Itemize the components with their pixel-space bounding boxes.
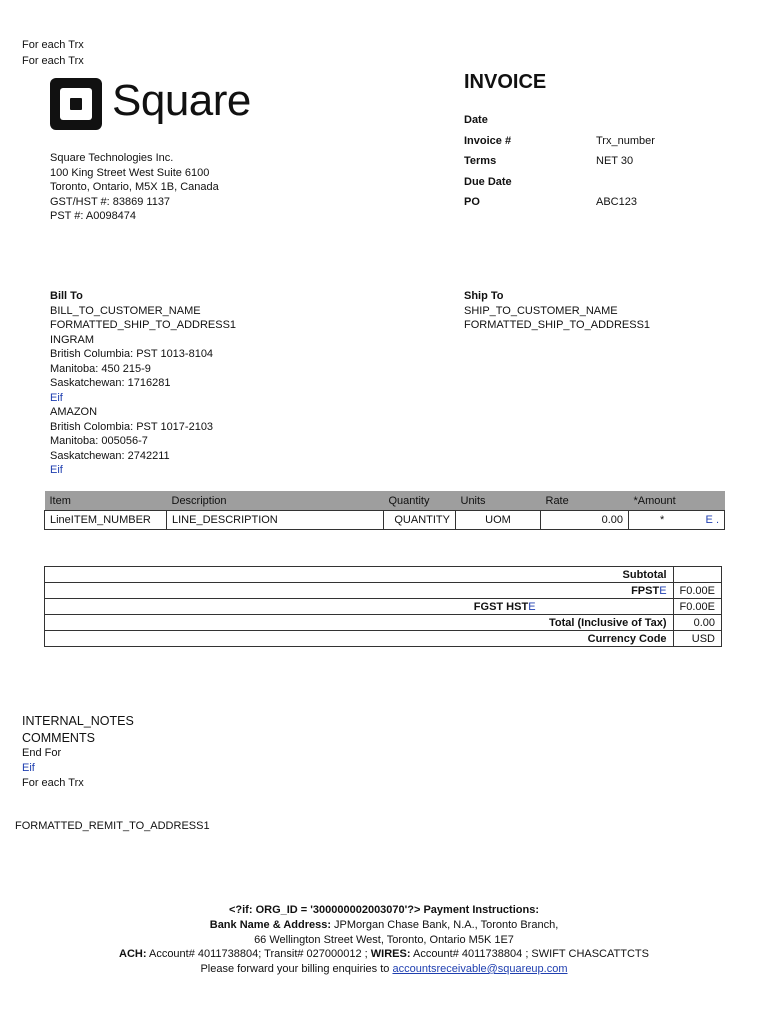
meta-label: Due Date bbox=[464, 175, 512, 188]
pst-label bbox=[45, 583, 674, 599]
gst-value: F0.00E bbox=[673, 599, 721, 615]
ach-value: Account# 4011738804; Transit# 027000012 ; bbox=[146, 948, 371, 960]
payment-instructions-text: <?if: ORG_ID = '300000002003070'?> Payment Instructions: bbox=[228, 904, 539, 916]
table-header-row bbox=[45, 491, 725, 511]
totals-row-currency bbox=[45, 631, 722, 647]
gst-label bbox=[45, 599, 674, 615]
cell-amount bbox=[629, 511, 725, 530]
company-address bbox=[50, 151, 219, 224]
company-line: GST/HST #: 83869 1137 bbox=[50, 195, 171, 208]
wires-label: WIRES: bbox=[370, 948, 411, 960]
column-header-amount: *Amount bbox=[629, 491, 725, 511]
gst-label-text: FGST HST bbox=[473, 600, 529, 613]
ship-to-line: SHIP_TO_CUSTOMER_NAME bbox=[464, 304, 618, 317]
account-line bbox=[0, 948, 768, 960]
bank-label: Bank Name & Address: bbox=[209, 919, 331, 931]
loop-marker: For each Trx bbox=[22, 55, 84, 67]
totals-row-total bbox=[45, 615, 722, 631]
cell-quantity: QUANTITY bbox=[384, 511, 456, 530]
meta-row-date bbox=[464, 114, 744, 135]
column-header-quantity: Quantity bbox=[384, 491, 456, 511]
bill-to-line: BILL_TO_CUSTOMER_NAME bbox=[50, 304, 201, 317]
square-logo bbox=[50, 78, 260, 130]
cell-rate: 0.00 bbox=[541, 511, 629, 530]
meta-row-due-date bbox=[464, 176, 744, 197]
pst-label-text: FPST bbox=[631, 584, 660, 597]
meta-row-invoice-number bbox=[464, 135, 744, 156]
company-line: Square Technologies Inc. bbox=[50, 152, 174, 164]
enquiries-line bbox=[0, 963, 768, 975]
ship-to-block bbox=[464, 289, 650, 333]
meta-value: ABC123 bbox=[596, 196, 637, 208]
bill-to-line: British Colombia: PST 1017-2103 bbox=[50, 420, 214, 433]
invoice-meta bbox=[464, 114, 744, 217]
totals-row-pst bbox=[45, 583, 722, 599]
column-header-item: Item bbox=[45, 491, 167, 511]
bill-to-line: Eif bbox=[50, 464, 63, 476]
company-line: Toronto, Ontario, M5X 1B, Canada bbox=[50, 181, 219, 193]
column-header-description: Description bbox=[167, 491, 384, 511]
eif-marker: Eif bbox=[22, 762, 35, 774]
bank-value: JPMorgan Chase Bank, N.A., Toronto Branch, bbox=[331, 919, 559, 931]
square-logo-icon bbox=[50, 78, 102, 130]
cell-description: LINE_DESCRIPTION bbox=[167, 511, 384, 530]
bill-to-line: Manitoba: 005056-7 bbox=[50, 435, 148, 447]
meta-label: Terms bbox=[464, 155, 497, 167]
meta-label: PO bbox=[464, 196, 480, 208]
amount-star: * bbox=[660, 514, 665, 526]
pst-value: F0.00E bbox=[673, 583, 721, 599]
bill-to-line: British Columbia: PST 1013-8104 bbox=[50, 348, 214, 360]
enquiries-text: Please forward your billing enquiries to bbox=[200, 963, 393, 975]
ship-to-line: FORMATTED_SHIP_TO_ADDRESS1 bbox=[464, 319, 651, 331]
column-header-rate: Rate bbox=[541, 491, 629, 511]
bank-line bbox=[0, 919, 768, 931]
line-items-table bbox=[44, 491, 725, 530]
company-line: 100 King Street West Suite 6100 bbox=[50, 166, 210, 179]
totals-table bbox=[44, 566, 722, 647]
subtotal-value bbox=[673, 567, 721, 583]
loop-marker: For each Trx bbox=[22, 39, 84, 51]
bill-to-block bbox=[50, 289, 236, 478]
meta-row-terms bbox=[464, 155, 744, 176]
meta-value: Trx_number bbox=[596, 134, 655, 147]
currency-label: Currency Code bbox=[45, 631, 674, 647]
column-header-units: Units bbox=[456, 491, 541, 511]
company-line: PST #: A0098474 bbox=[50, 210, 137, 222]
logo-wordmark: Square bbox=[112, 76, 251, 125]
total-value: 0.00 bbox=[673, 615, 721, 631]
email-link[interactable]: accountsreceivable@squareup.com bbox=[392, 963, 568, 975]
bill-to-line: FORMATTED_SHIP_TO_ADDRESS1 bbox=[50, 319, 237, 331]
subtotal-label: Subtotal bbox=[45, 567, 674, 583]
meta-row-po bbox=[464, 196, 744, 217]
gst-label-marker: E bbox=[528, 600, 536, 613]
currency-value: USD bbox=[673, 631, 721, 647]
meta-label: Invoice # bbox=[464, 134, 512, 147]
bill-to-line: Saskatchewan: 1716281 bbox=[50, 377, 171, 389]
bill-to-line: Eif bbox=[50, 391, 63, 404]
amount-marker: E . bbox=[705, 514, 719, 526]
bill-to-line: INGRAM bbox=[50, 333, 94, 346]
bill-to-heading: Bill To bbox=[50, 290, 83, 302]
table-row bbox=[45, 511, 725, 530]
bank-address-line: 66 Wellington Street West, Toronto, Ontario M5K 1E7 bbox=[254, 934, 514, 946]
bill-to-line: AMAZON bbox=[50, 406, 98, 418]
remit-to-address: FORMATTED_REMIT_TO_ADDRESS1 bbox=[15, 820, 210, 832]
totals-row-gst bbox=[45, 599, 722, 615]
total-label: Total (Inclusive of Tax) bbox=[45, 615, 674, 631]
payment-instructions-heading bbox=[0, 904, 768, 916]
meta-value: NET 30 bbox=[596, 155, 634, 167]
cell-item: LineITEM_NUMBER bbox=[45, 511, 167, 530]
totals-row-subtotal bbox=[45, 567, 722, 583]
pst-label-marker: E bbox=[659, 584, 667, 597]
end-for-marker: End For bbox=[22, 747, 62, 759]
ach-label: ACH: bbox=[119, 948, 147, 960]
bill-to-line: Saskatchewan: 2742211 bbox=[50, 449, 170, 462]
bill-to-line: Manitoba: 450 215-9 bbox=[50, 362, 151, 375]
invoice-title: INVOICE bbox=[464, 71, 547, 93]
for-each-marker: For each Trx bbox=[22, 777, 84, 789]
wires-value: Account# 4011738804 ; SWIFT CHASCATTCTS bbox=[410, 948, 649, 960]
meta-label: Date bbox=[464, 114, 488, 126]
ship-to-heading: Ship To bbox=[464, 290, 504, 302]
comments: COMMENTS bbox=[22, 731, 95, 745]
cell-units: UOM bbox=[456, 511, 541, 530]
internal-notes: INTERNAL_NOTES bbox=[22, 714, 134, 728]
